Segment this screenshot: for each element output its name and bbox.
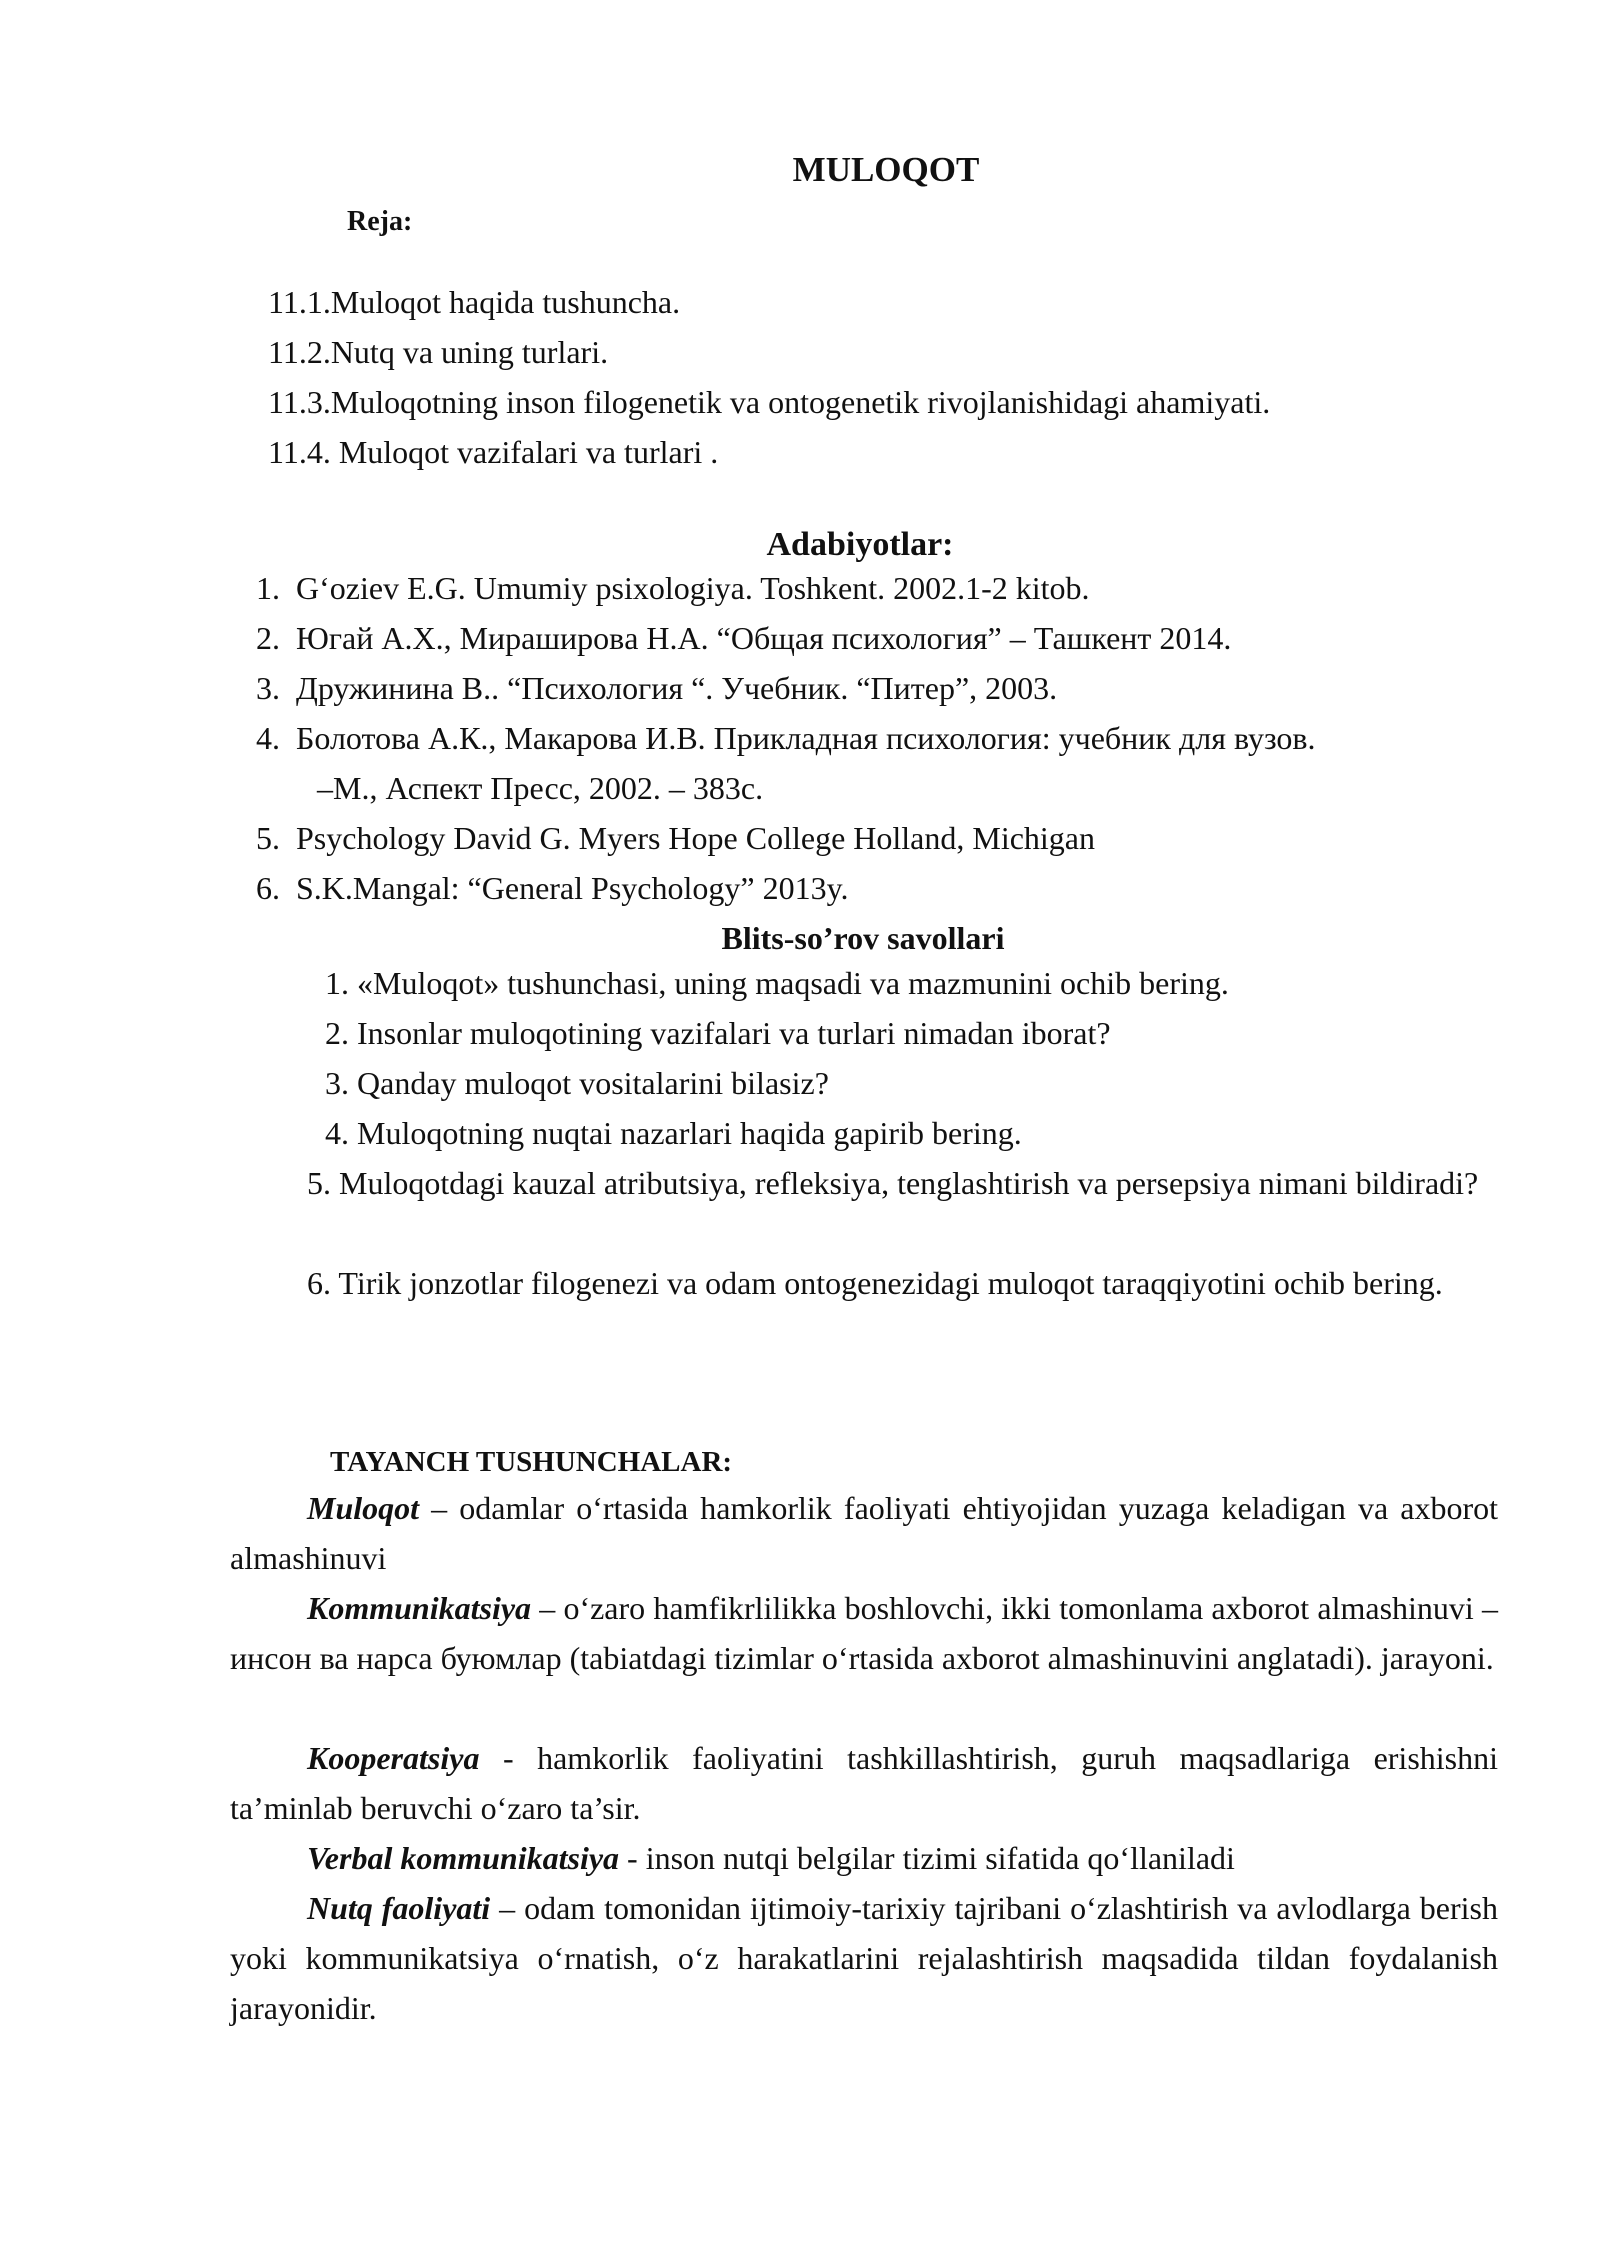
plan-item: 11.2.Nutq va uning turlari.: [268, 334, 609, 370]
quiz-item: 2. Insonlar muloqotining vazifalari va turlari nimadan iborat?: [325, 1015, 1111, 1051]
term-entry: [230, 1833, 1498, 1883]
literature-text: Югай А.Х., Мирашировa Н.А. “Общая психология” – Ташкент 2014.: [296, 620, 1232, 656]
literature-text: S.K.Mangal: “General Psychology” 2013y.: [296, 870, 849, 906]
literature-text: G‘oziev E.G. Umumiy psixologiya. Toshkent. 2002.1-2 kitob.: [296, 570, 1090, 606]
term-name: Kooperatsiya: [307, 1740, 480, 1776]
literature-number: 4.: [256, 720, 280, 756]
literature-number: 3.: [256, 670, 280, 706]
term-definition: - hamkorlik faoliyatini tashkillashtirish, guruh maqsadlariga erishishni ta’minlab beruvchi o‘zaro ta’sir.: [230, 1740, 1498, 1826]
quiz-item: 3. Qanday muloqot vositalarini bilasiz?: [325, 1065, 829, 1101]
literature-item: [232, 563, 1090, 613]
term-definition: - inson nutqi belgilar tizimi sifatida qo‘llaniladi: [619, 1840, 1235, 1876]
literature-number: 5.: [256, 820, 280, 856]
literature-text: Болотова А.К., Макарова И.В. Прикладная психология: учебник для вузов.: [296, 720, 1316, 756]
term-name: Kommunikatsiya: [307, 1590, 532, 1626]
term-name: Muloqot: [307, 1490, 420, 1526]
literature-continuation: –М., Аспект Пресс, 2002. – 383с.: [317, 770, 764, 806]
literature-number: 2.: [256, 620, 280, 656]
literature-item: [232, 863, 848, 913]
term-entry: [230, 1733, 1498, 1833]
literature-text: Дружинина В.. “Психология “. Учебник. “Питер”, 2003.: [296, 670, 1058, 706]
quiz-item: [230, 1258, 1498, 1308]
quiz-item: [230, 1158, 1498, 1208]
literature-item: [232, 613, 1231, 663]
quiz-item-text: 6. Tirik jonzotlar filogenezi va odam ontogenezidagi muloqot taraqqiyotini ochib bering.: [307, 1265, 1443, 1301]
quiz-item: 1. «Muloqot» tushunchasi, uning maqsadi va mazmunini ochib bering.: [325, 965, 1229, 1001]
terms-heading: TAYANCH TUSHUNCHALAR:: [330, 1446, 733, 1478]
term-entry: [230, 1483, 1498, 1583]
literature-number: 1.: [256, 570, 280, 606]
term-name: Verbal kommunikatsiya: [307, 1840, 620, 1876]
term-definition: – o‘zaro hamfikrlilikka boshlovchi, ikki tomonlama axborot almashinuvi – инсон ва нарса буюмлар (tabiatdagi tizimlar o‘rtasida axborot almashinuvini anglatadi). jarayoni.: [230, 1590, 1498, 1676]
plan-item: 11.3.Muloqotning inson filogenetik va ontogenetik rivojlanishidagi ahamiyati.: [268, 384, 1271, 420]
plan-item: 11.4. Muloqot vazifalari va turlari .: [268, 434, 719, 470]
quiz-item-text: 5. Muloqotdagi kauzal atributsiya, refleksiya, tenglashtirish va persepsiya nimani bildiradi?: [307, 1165, 1479, 1201]
term-name: Nutq faoliyati: [307, 1890, 491, 1926]
literature-text: Psychology David G. Myers Hope College Holland, Michigan: [296, 820, 1095, 856]
term-entry: [230, 1583, 1498, 1683]
literature-heading: Adabiyotlar:: [766, 526, 954, 563]
literature-item: [232, 663, 1057, 713]
quiz-item: 4. Muloqotning nuqtai nazarlari haqida gapirib bering.: [325, 1115, 1022, 1151]
term-entry: [230, 1883, 1498, 2033]
literature-item: [232, 713, 1316, 763]
literature-item: [232, 813, 1095, 863]
quiz-heading: Blits-so’rov savollari: [721, 920, 1005, 956]
plan-heading: Reja:: [347, 206, 413, 237]
term-definition: – odam tomonidan ijtimoiy-tarixiy tajribani o‘zlashtirish va avlodlarga berish yoki kommunikatsiya o‘rnatish, o‘z harakatlarini rejalashtirish maqsadida tildan foydalanish jarayonidir.: [230, 1890, 1499, 2026]
term-definition: – odamlar o‘rtasida hamkorlik faoliyati ehtiyojidan yuzaga keladigan va axborot almashinuvi: [230, 1490, 1498, 1576]
page-title: MULOQOT: [792, 150, 980, 189]
literature-number: 6.: [256, 870, 280, 906]
plan-item: 11.1.Muloqot haqida tushuncha.: [268, 284, 681, 320]
